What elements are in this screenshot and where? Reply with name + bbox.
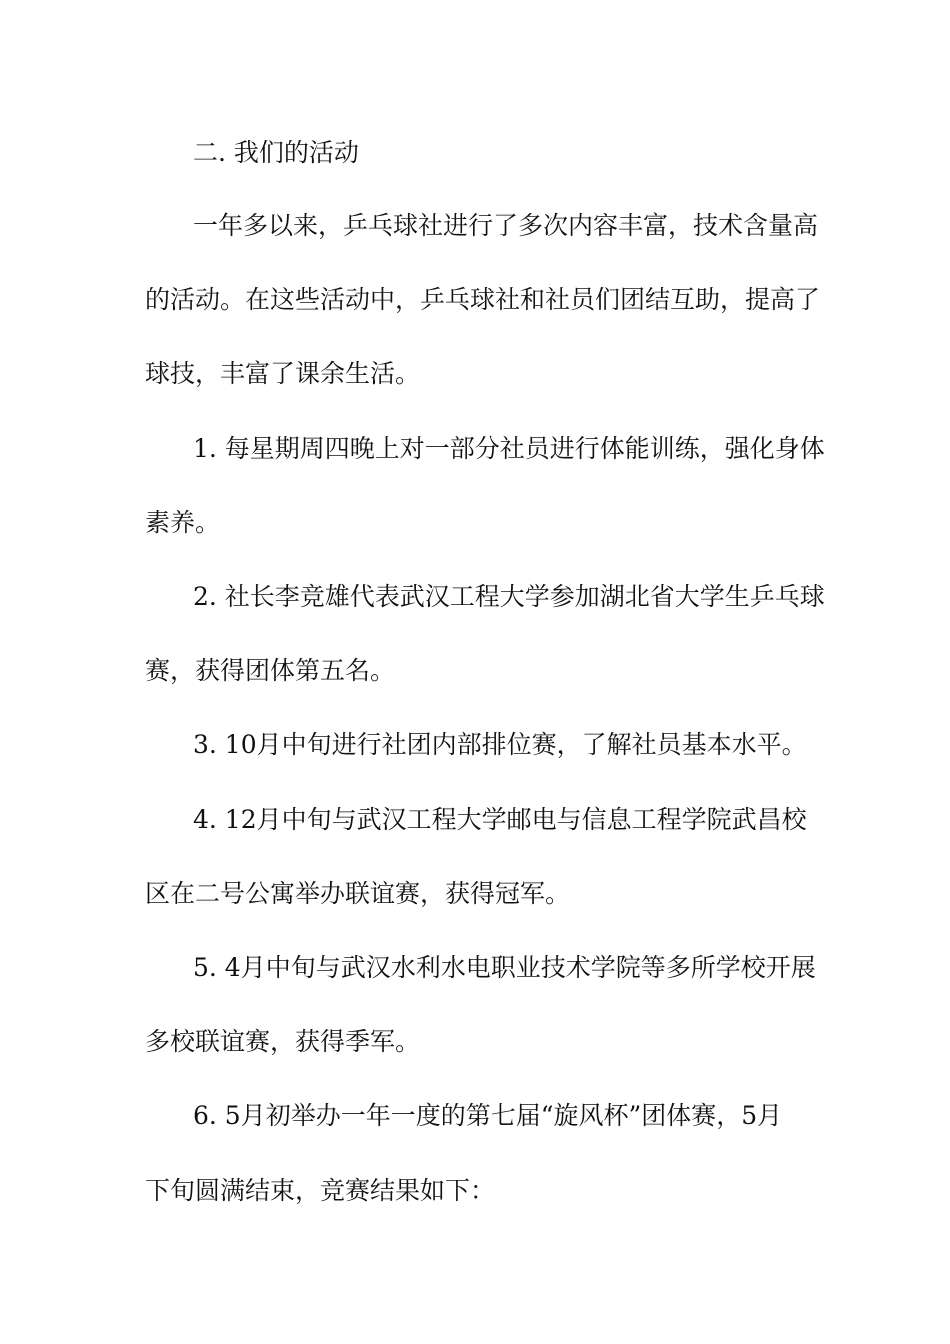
list-item-6-line-2: 下旬圆满结束，竞赛结果如下： xyxy=(145,1176,496,1205)
list-item-3-line-1: 3. 10月中旬进行社团内部排位赛，了解社员基本水平。 xyxy=(193,730,807,759)
list-item-2-line-2: 赛，获得团体第五名。 xyxy=(145,656,396,685)
intro-paragraph-line-3: 球技，丰富了课余生活。 xyxy=(145,359,421,388)
list-item-1-line-1: 1. 每星期周四晚上对一部分社员进行体能训练，强化身体 xyxy=(193,434,825,463)
intro-paragraph-line-1: 一年多以来，乒乓球社进行了多次内容丰富，技术含量高 xyxy=(193,211,819,240)
intro-paragraph-line-2: 的活动。在这些活动中，乒乓球社和社员们团结互助，提高了 xyxy=(145,285,821,314)
list-item-4-line-1: 4. 12月中旬与武汉工程大学邮电与信息工程学院武昌校 xyxy=(193,805,807,834)
list-item-5-line-2: 多校联谊赛，获得季军。 xyxy=(145,1027,421,1056)
section-heading: 二. 我们的活动 xyxy=(193,138,359,167)
list-item-5-line-1: 5. 4月中旬与武汉水利水电职业技术学院等多所学校开展 xyxy=(193,953,816,982)
list-item-1-line-2: 素养。 xyxy=(145,508,221,537)
list-item-4-line-2: 区在二号公寓举办联谊赛，获得冠军。 xyxy=(145,879,571,908)
list-item-2-line-1: 2. 社长李竞雄代表武汉工程大学参加湖北省大学生乒乓球 xyxy=(193,582,825,611)
list-item-6-line-1: 6. 5月初举办一年一度的第七届“旋风杯”团体赛，5月 xyxy=(193,1101,783,1130)
